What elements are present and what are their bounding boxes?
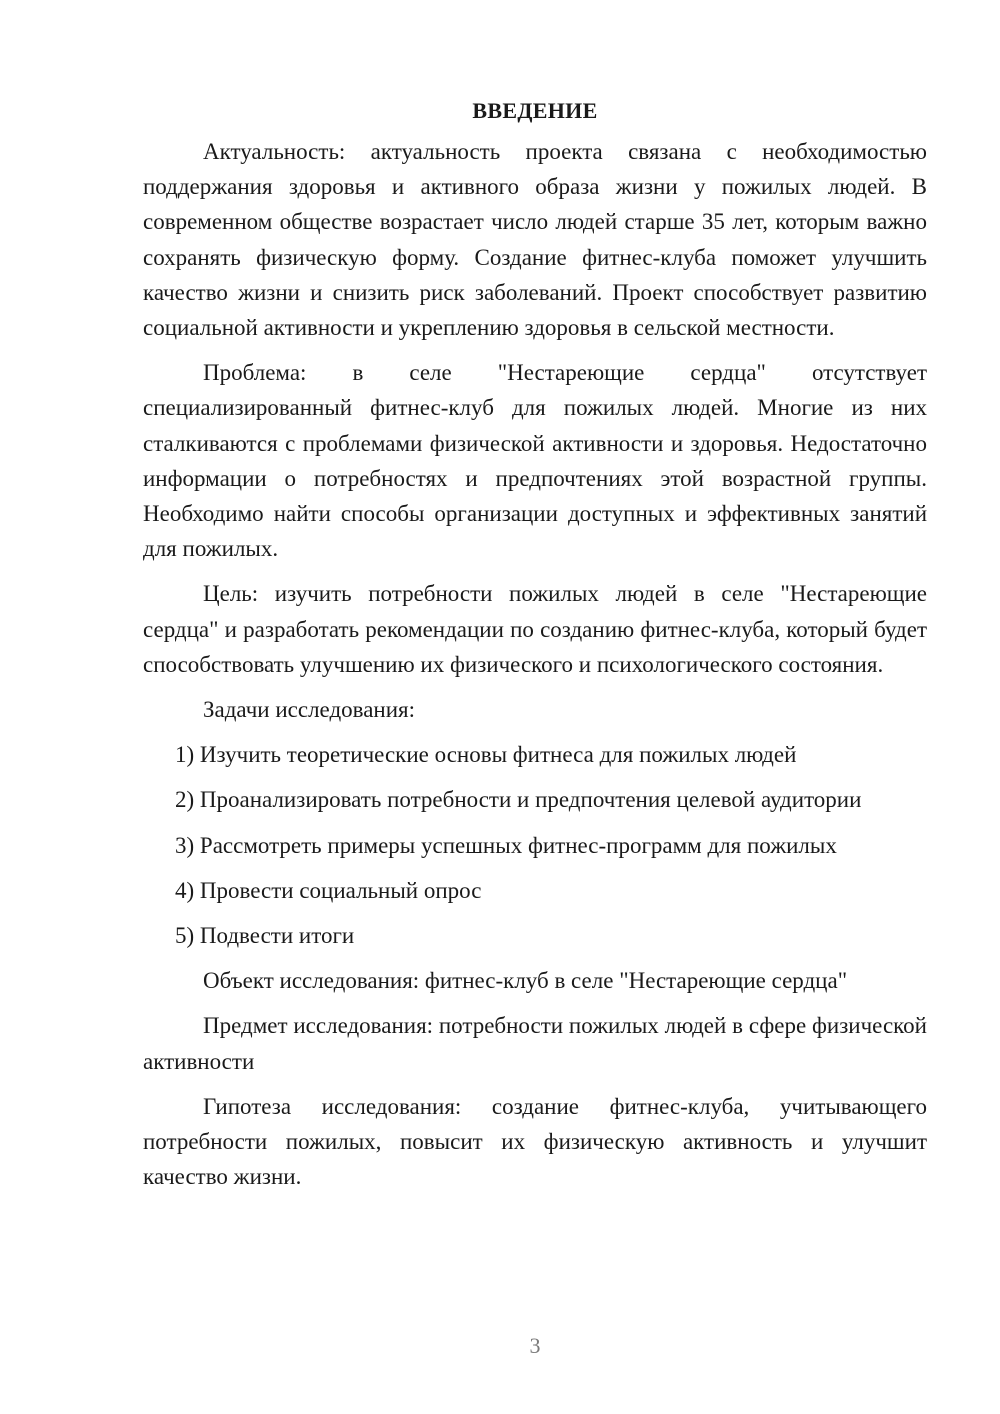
tasks-list bbox=[143, 737, 927, 953]
task-item: 1) Изучить теоретические основы фитнеса для пожилых людей bbox=[175, 742, 797, 768]
hypothesis-paragraph: Гипотеза исследования: создание фитнес-клуба, учитывающего потребности пожилых, повысит их физическую активность и улучшит качество жизни. bbox=[143, 1093, 927, 1190]
page-number: 3 bbox=[529, 1333, 541, 1358]
object-paragraph: Объект исследования: фитнес-клуб в селе "Нестареющие сердца" bbox=[203, 968, 848, 994]
subject-paragraph: Предмет исследования: потребности пожилых людей в сфере физической активности bbox=[143, 1013, 927, 1074]
relevance-paragraph: Актуальность: актуальность проекта связана с необходимостью поддержания здоровья и активного образа жизни у пожилых людей. В современном обществе возрастает число людей старше 35 лет, которым важно сохранять физическую форму. Создание фитнес-клуба поможет улучшить качество жизни и снизить риск заболеваний. Проект способствует развитию социальной активности и укреплению здоровья в сельской местности. bbox=[143, 139, 927, 341]
task-item: 2) Проанализировать потребности и предпочтения целевой аудитории bbox=[175, 787, 862, 813]
page-title: ВВЕДЕНИЕ bbox=[472, 98, 598, 123]
problem-paragraph: Проблема: в селе "Нестареющие сердца" отсутствует специализированный фитнес-клуб для пожилых людей. Многие из них сталкиваются с проблемами физической активности и здоровья. Недостаточно информации о потребностях и предпочтениях этой возрастной группы. Необходимо найти способы организации доступных и эффективных занятий для пожилых. bbox=[143, 360, 927, 562]
tasks-heading: Задачи исследования: bbox=[203, 697, 416, 723]
goal-paragraph: Цель: изучить потребности пожилых людей в селе "Нестареющие сердца" и разработать рекомендации по созданию фитнес-клуба, который будет способствовать улучшению их физического и психологического состояния. bbox=[143, 581, 927, 677]
task-item: 3) Рассмотреть примеры успешных фитнес-программ для пожилых bbox=[175, 832, 837, 858]
task-item: 4) Провести социальный опрос bbox=[175, 877, 482, 903]
document-body bbox=[143, 93, 927, 1204]
task-item: 5) Подвести итоги bbox=[175, 923, 355, 949]
